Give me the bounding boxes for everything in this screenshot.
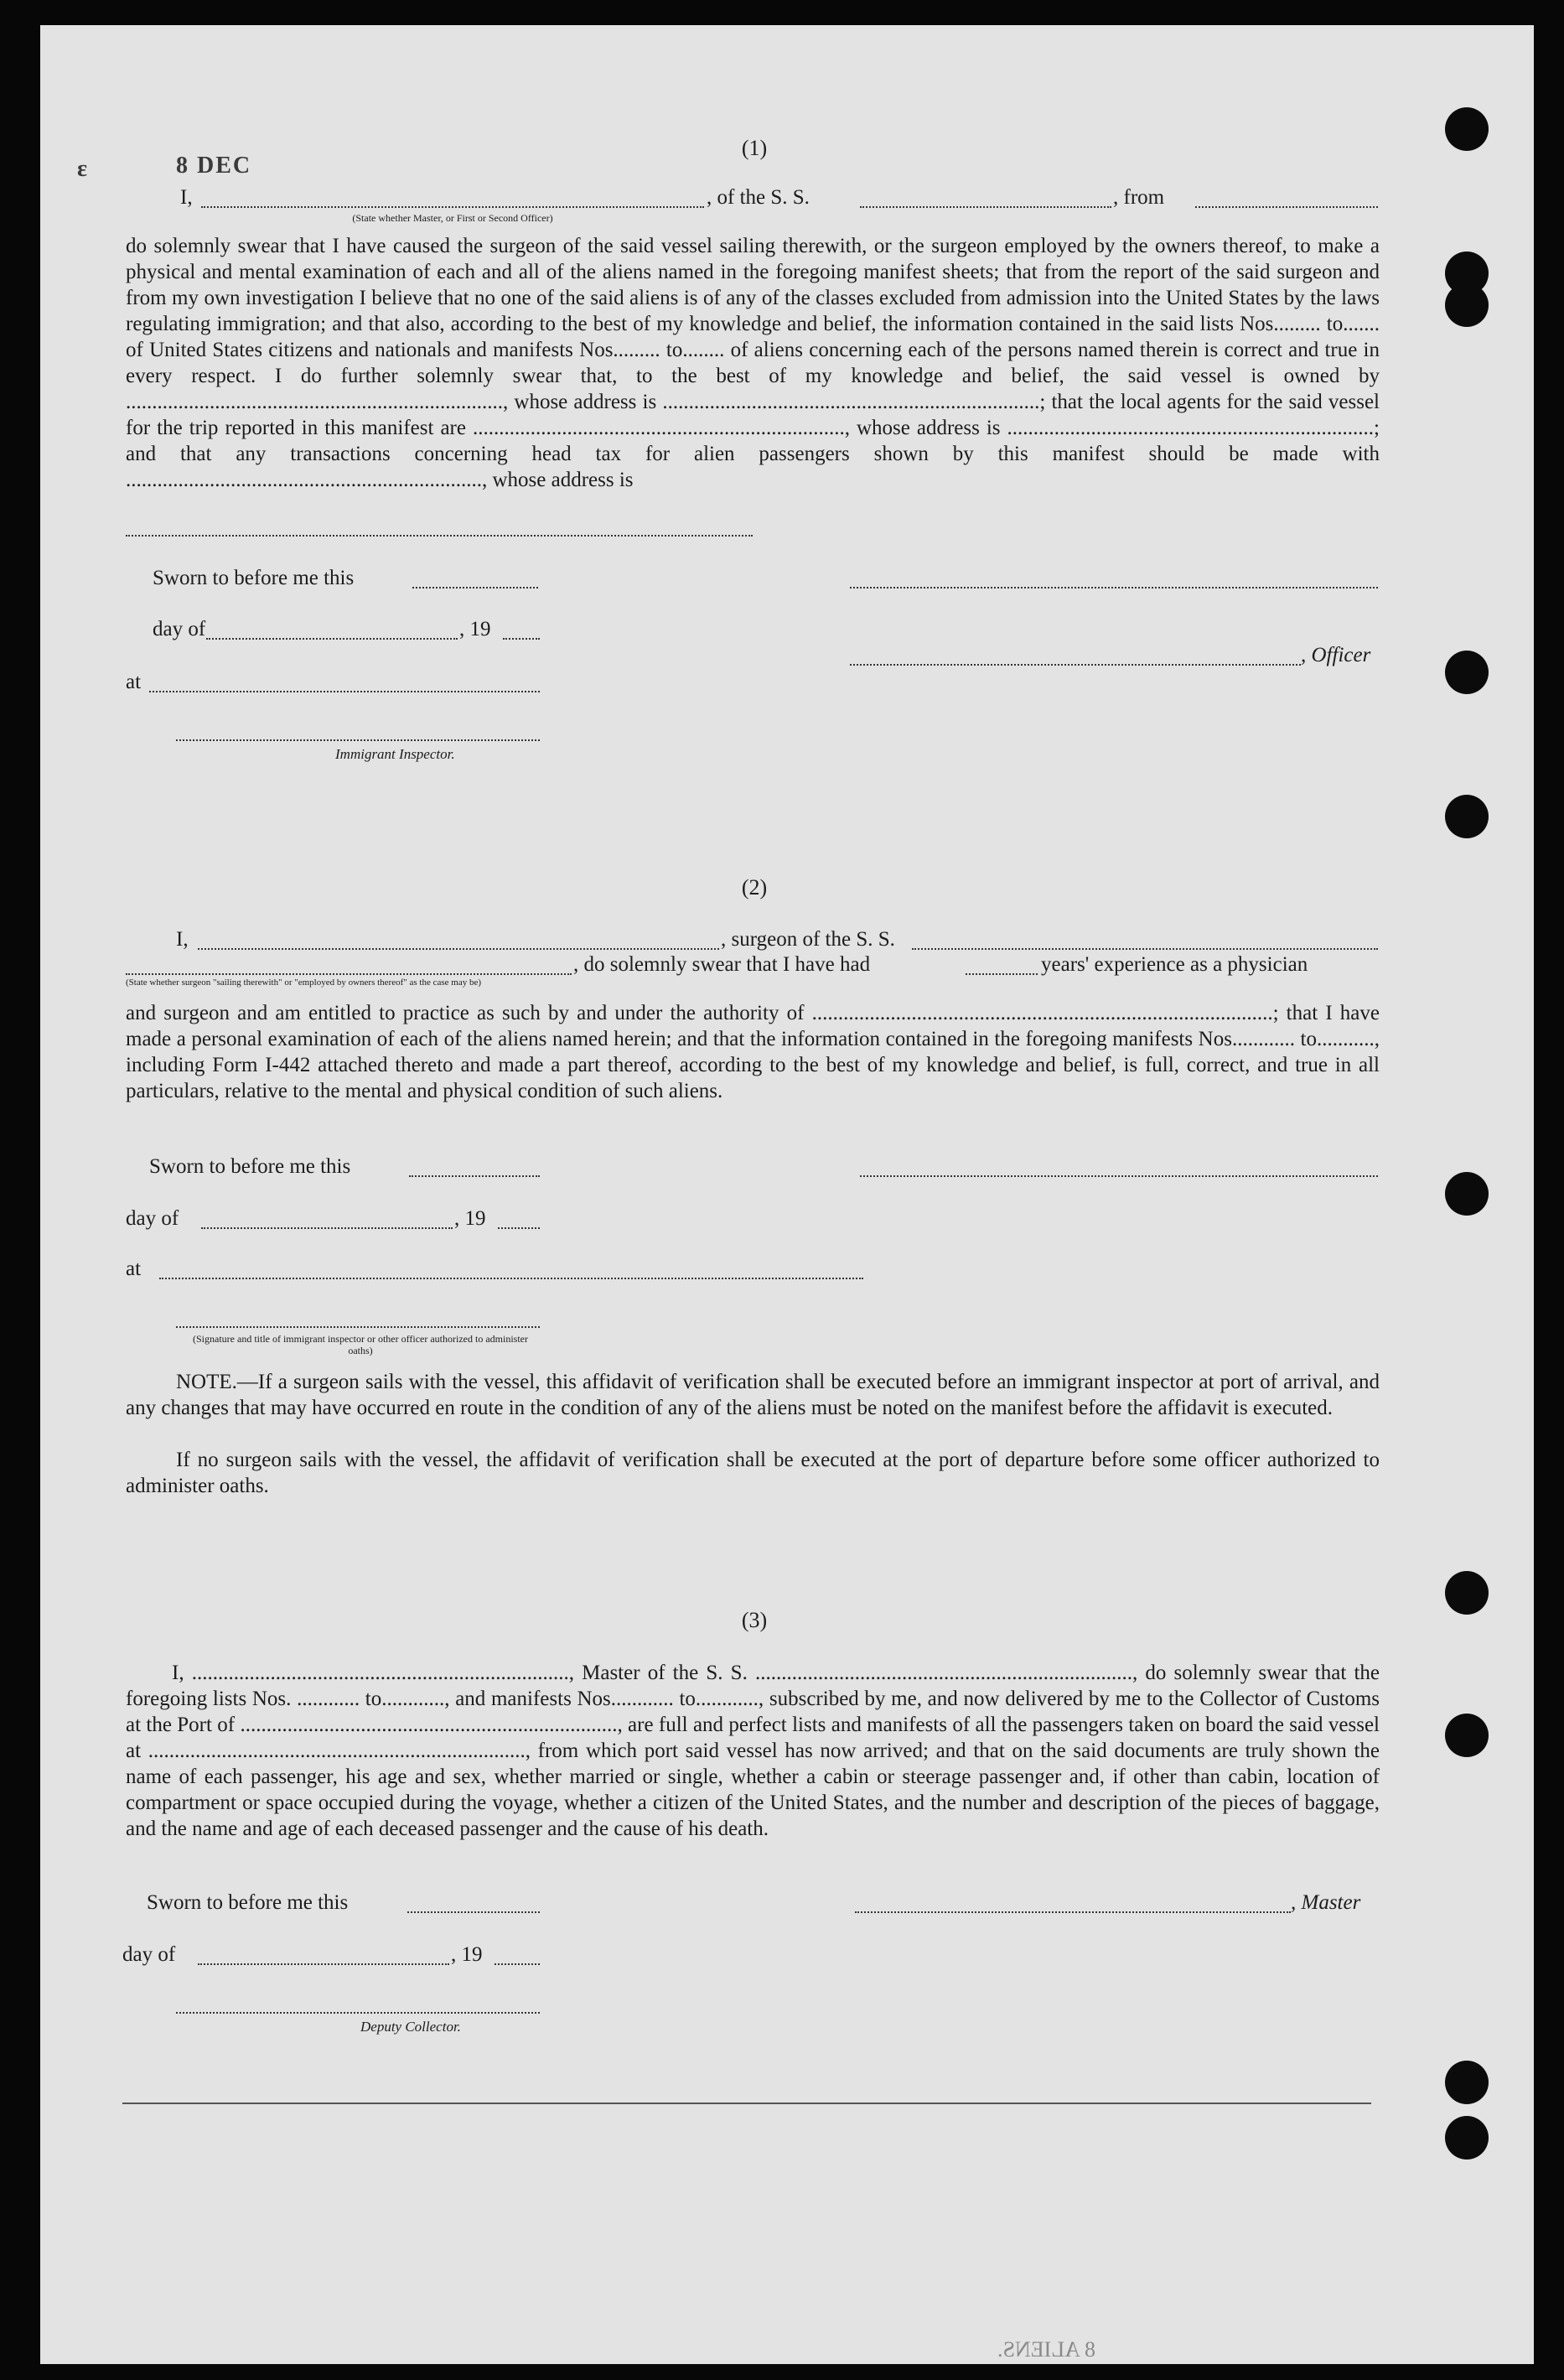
section3-number: (3) — [741, 1608, 768, 1632]
year-field-2[interactable] — [498, 1227, 540, 1229]
years-label: years' experience as a physician — [1041, 953, 1308, 976]
punch-hole — [1445, 1714, 1489, 1757]
year-label-1: , 19 — [459, 618, 491, 640]
at-label-2: at — [126, 1257, 142, 1280]
sworn-label-2: Sworn to before me this — [149, 1155, 351, 1178]
inspector-label: Immigrant Inspector. — [335, 746, 455, 762]
deputy-signature-field[interactable] — [176, 2012, 540, 2014]
section2-number: (2) — [741, 875, 768, 900]
bleed-through-mark: 8 ALIENS. — [997, 2337, 1095, 2362]
master-signature-field[interactable] — [855, 1911, 1291, 1913]
year-label-2: , 19 — [454, 1207, 486, 1230]
at-field-2[interactable] — [159, 1278, 863, 1279]
administrator-hint: (Signature and title of immigrant inspector or other officer authorized to administer oaths) — [193, 1333, 528, 1356]
section1-number: (1) — [741, 136, 768, 160]
vessel-name-field[interactable] — [860, 206, 1111, 208]
section1-header-row — [180, 186, 193, 210]
at-label-1: at — [126, 671, 142, 693]
note-paragraph: NOTE.—If a surgeon sails with the vessel, this affidavit of verification shall be executed before an immigrant inspector at port of arrival, and any changes that may have occurred en route in the condition of any of the aliens must be noted on the manifest before the affidavit is executed. — [126, 1371, 1380, 1419]
punch-hole — [1445, 795, 1489, 838]
punch-hole — [1445, 2116, 1489, 2160]
year-field-1[interactable] — [503, 638, 540, 640]
day-of-field-2[interactable] — [201, 1227, 453, 1229]
section3-oath-text: I, ........................................................................, Master of the S. S. ........................................................................, do solemnly swear that the foregoing lists Nos. ............ to............, and manifests Nos............ to............, subscribed by me, and now delivered by me to the Collector of Customs at the Port of ........................................................................, are full and perfect lists and manifests of all the passengers taken on board the said vessel at ........................................................................, from which port said vessel has now arrived; and that on the said documents are truly shown the name of each passenger, his age and sex, whether married or single, whether a cabin or steerage passenger and, if other than cabin, location of compartment or space occupied during the voyage, whether a citizen of the United States, and the number and description of the pieces of baggage, and the name and age of each deceased passenger and the cause of his death. — [126, 1662, 1380, 1840]
officer-hint: (State whether Master, or First or Second Officer) — [352, 212, 553, 224]
sworn-day-field-3[interactable] — [407, 1911, 540, 1913]
year-field-3[interactable] — [495, 1963, 540, 1965]
deputy-label: Deputy Collector. — [360, 2019, 461, 2035]
day-of-label-3: day of — [122, 1943, 176, 1966]
label-i: I, — [180, 186, 193, 209]
master-label: , Master — [1291, 1891, 1361, 1914]
officer-signature-field[interactable] — [850, 664, 1301, 666]
officer-signature-upper[interactable] — [850, 587, 1378, 589]
sworn-day-field-2[interactable] — [409, 1175, 540, 1177]
day-of-label-2: day of — [126, 1207, 179, 1230]
officer-name-field[interactable] — [201, 206, 704, 208]
surgeon-name-field[interactable] — [198, 948, 719, 950]
punch-hole — [1445, 1571, 1489, 1615]
day-of-field-3[interactable] — [198, 1963, 449, 1965]
year-label-3: , 19 — [451, 1943, 483, 1966]
administrator-signature-field[interactable] — [176, 1326, 540, 1328]
swear-label: , do solemnly swear that I have had — [573, 953, 871, 976]
at-field-1[interactable] — [149, 691, 540, 692]
from-label: , from — [1113, 186, 1165, 209]
punch-hole — [1445, 1172, 1489, 1216]
sworn-label-3: Sworn to before me this — [147, 1891, 349, 1914]
surgeon-of-label: , surgeon of the S. S. — [721, 928, 895, 951]
day-of-label-1: day of — [153, 618, 206, 640]
section2-label-i: I, — [176, 928, 189, 951]
punch-hole — [1445, 2061, 1489, 2104]
bottom-rule — [122, 2103, 1371, 2104]
punch-hole — [1445, 283, 1489, 327]
punch-hole — [1445, 107, 1489, 151]
sworn-label-1: Sworn to before me this — [153, 567, 355, 589]
surgeon-signature-field[interactable] — [860, 1175, 1378, 1177]
punch-hole — [1445, 651, 1489, 694]
surgeon-type-field[interactable] — [126, 973, 572, 975]
of-ss-label: , of the S. S. — [707, 186, 810, 209]
section1-oath-text: do solemnly swear that I have caused the surgeon of the said vessel sailing therewith, or the surgeon employed by the owners thereof, to make a physical and mental examination of each and all of the aliens named in the foregoing manifest sheets; that from the report of the said surgeon and from my own investigation I believe that no one of the said aliens is of any of the classes excluded from admission into the United States by the laws regulating immigration; and that also, according to the best of my knowledge and belief, the information contained in the said lists Nos......... to....... of United States citizens and nationals and manifests Nos......... to........ of aliens concerning each of the persons named therein is correct and true in every respect. I do further solemnly swear that, to the best of my knowledge and belief, the said vessel is owned by ........................................................................, whose address is ........................................................................; that the local agents for the said vessel for the trip reported in this manifest are ......................................................................., whose address is ......................................................................; and that any transactions concerning head tax for alien passengers shown by this manifest should be made with ...................................................................., whose address is — [126, 235, 1380, 491]
date-stamp: 8 DEC — [176, 153, 252, 179]
officer-label: , Officer — [1301, 644, 1371, 666]
inspector-signature-field[interactable] — [176, 739, 540, 741]
section2-oath-text: and surgeon and am entitled to practice as such by and under the authority of ........................................................................................; that I have made a personal examination of each of the aliens named herein; and that the information contained in the foregoing manifests Nos............ to..........., including Form I-442 attached thereto and made a part thereof, according to the best of my knowledge and belief, is full, correct, and true in all particulars, relative to the mental and physical condition of such aliens. — [126, 1002, 1380, 1102]
margin-mark: ɛ — [77, 156, 87, 182]
from-port-field[interactable] — [1195, 206, 1378, 208]
years-field[interactable] — [966, 973, 1038, 975]
note-paragraph-2: If no surgeon sails with the vessel, the affidavit of verification shall be executed at the port of departure before some officer authorized to administer oaths. — [126, 1449, 1380, 1497]
surgeon-vessel-field[interactable] — [912, 948, 1378, 950]
surgeon-hint: (State whether surgeon "sailing therewith" or "employed by owners thereof" as the case may be) — [126, 977, 482, 988]
day-of-field-1[interactable] — [206, 638, 458, 640]
transactions-address-field[interactable] — [126, 535, 753, 537]
sworn-day-field-1[interactable] — [412, 587, 538, 589]
